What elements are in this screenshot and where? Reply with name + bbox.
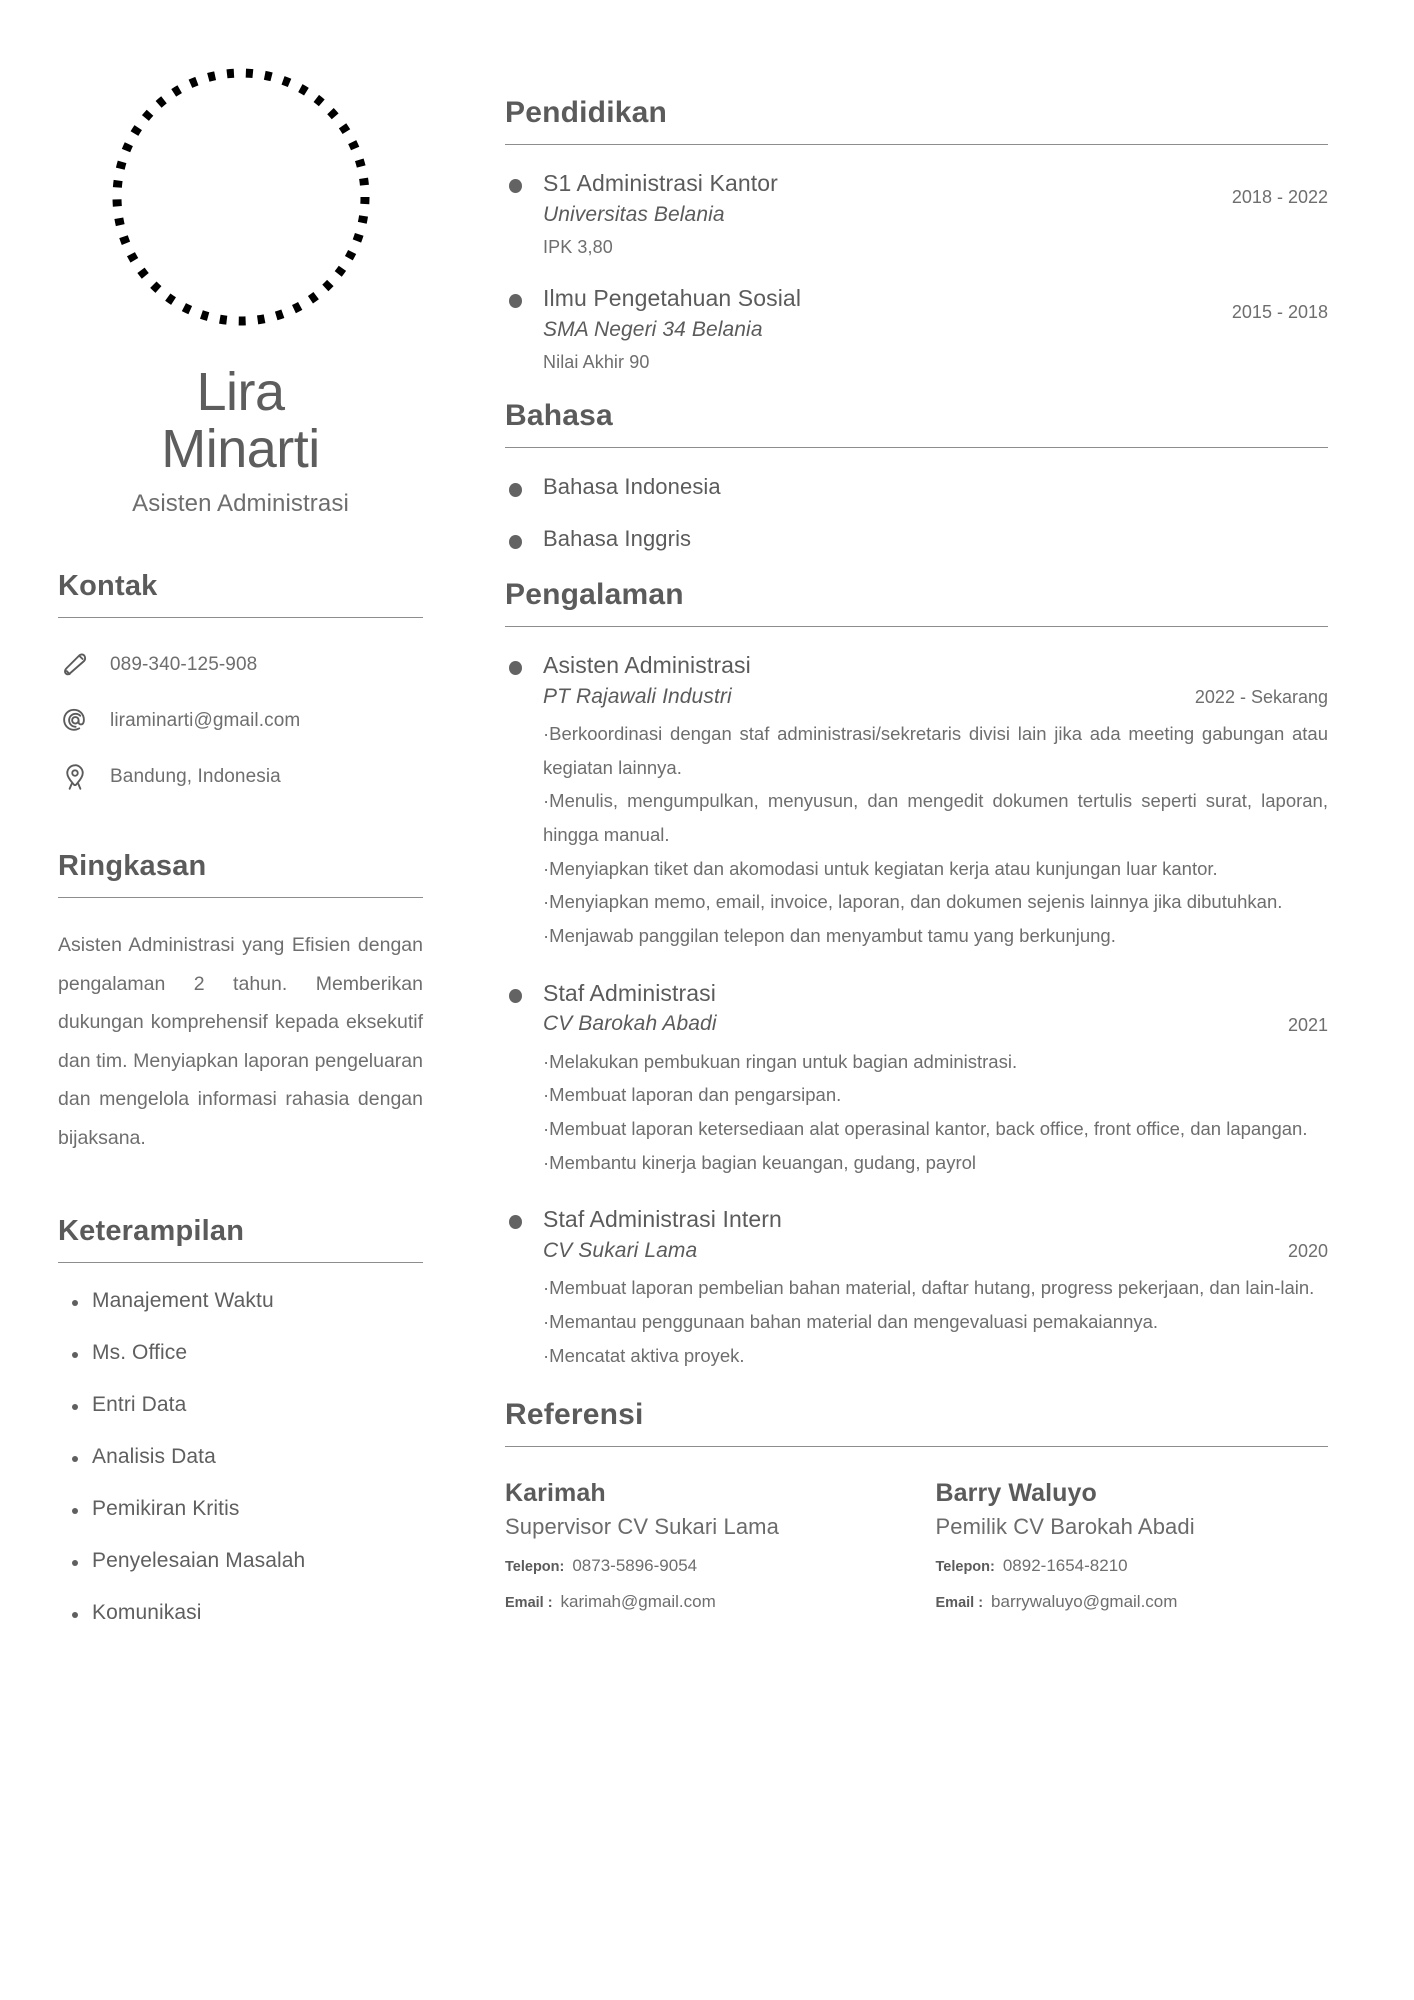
experience-entry (505, 979, 1328, 1180)
experience-entry-list (505, 651, 1328, 1372)
reference-email-value: barrywaluyo@gmail.com (991, 1592, 1178, 1612)
education-section (505, 96, 1328, 373)
education-degree: Ilmu Pengetahuan Sosial (543, 285, 802, 312)
experience-divider (505, 626, 1328, 627)
contact-item-location[interactable] (58, 760, 423, 794)
contact-section (58, 570, 423, 794)
skills-divider (58, 1262, 423, 1263)
bullet-item: · Membuat laporan pembelian bahan material, daftar hutang, progress pekerjaan, dan lain-lain. (543, 1271, 1328, 1305)
job-title: Asisten Administrasi (132, 490, 349, 518)
list-item: Bahasa Indonesia (505, 474, 1328, 500)
references-divider (505, 1446, 1328, 1447)
experience-entry (505, 1205, 1328, 1372)
education-date: 2015 - 2018 (1231, 302, 1328, 323)
education-school: Universitas Belania (543, 202, 725, 226)
reference-email-label: Email : (935, 1595, 984, 1612)
bullet-item: · Menjawab panggilan telepon dan menyambut tamu yang berkunjung. (543, 919, 1328, 953)
languages-list (505, 474, 1328, 552)
list-item: Penyelesaian Masalah (58, 1549, 423, 1573)
education-entry (505, 169, 1328, 258)
experience-role: Staf Administrasi Intern (543, 1206, 782, 1233)
bullet-item: · Mencatat aktiva proyek. (543, 1339, 1328, 1373)
bullet-item: · Menyiapkan memo, email, invoice, laporan, dan dokumen sejenis lainnya jika dibutuhkan. (543, 885, 1328, 919)
education-degree: S1 Administrasi Kantor (543, 170, 778, 196)
list-item: Analisis Data (58, 1445, 423, 1469)
experience-company: CV Barokah Abadi (543, 1012, 717, 1036)
reference-phone-value: 0873-5896-9054 (572, 1556, 698, 1576)
reference-role: Supervisor CV Sukari Lama (505, 1514, 779, 1540)
reference-card (505, 1479, 898, 1612)
experience-date: 2022 - Sekarang (1194, 687, 1328, 708)
list-item: Bahasa Inggris (505, 526, 1328, 552)
experience-company: PT Rajawali Industri (543, 684, 732, 708)
name-block (58, 364, 423, 518)
reference-role: Pemilik CV Barokah Abadi (935, 1514, 1195, 1540)
education-entry-head (543, 169, 1328, 228)
reference-phone-line (505, 1556, 898, 1576)
experience-entry-head (543, 651, 1328, 710)
education-date: 2018 - 2022 (1231, 187, 1328, 208)
bullet-item: · Melakukan pembukuan ringan untuk bagian administrasi. (543, 1045, 1328, 1079)
education-heading: Pendidikan (505, 96, 668, 129)
reference-phone-label: Telepon: (935, 1559, 995, 1576)
reference-email-value: karimah@gmail.com (560, 1592, 716, 1612)
skills-section (58, 1215, 423, 1625)
bullet-item: · Menulis, mengumpulkan, menyusun, dan mengedit dokumen tertulis seperti surat, laporan, hingga manual. (543, 784, 1328, 851)
list-item: Manajement Waktu (58, 1289, 423, 1313)
reference-name: Karimah (505, 1479, 606, 1508)
phone-icon (58, 648, 92, 682)
experience-bullets (543, 1271, 1328, 1372)
summary-heading: Ringkasan (58, 850, 207, 883)
reference-email-line (936, 1592, 1329, 1612)
education-note: IPK 3,80 (543, 237, 613, 258)
languages-heading: Bahasa (505, 399, 613, 433)
contact-phone-value: 089-340-125-908 (110, 654, 258, 676)
experience-bullets (543, 1045, 1328, 1180)
education-entry-list (505, 169, 1328, 373)
reference-phone-value: 0892-1654-8210 (1002, 1556, 1128, 1576)
contact-list (58, 648, 423, 794)
contact-item-email[interactable] (58, 704, 423, 738)
experience-entry-titles (543, 1205, 1270, 1264)
reference-name: Barry Waluyo (935, 1479, 1097, 1508)
reference-phone-line (936, 1556, 1329, 1576)
skills-list (58, 1289, 423, 1625)
reference-email-label: Email : (505, 1595, 553, 1612)
last-name: Minarti (161, 419, 320, 480)
summary-divider (58, 897, 423, 898)
experience-bullets (543, 717, 1328, 953)
summary-text: Asisten Administrasi yang Efisien dengan pengalaman 2 tahun. Memberikan dukungan komprehensif kepada eksekutif dan tim. Menyiapkan laporan pengeluaran dan mengelola informasi rahasia dengan bijaksana. (58, 934, 423, 1149)
education-entry-titles (543, 169, 1214, 228)
left-column (0, 0, 483, 2000)
dotted-circle-photo-frame (110, 66, 372, 328)
education-note: Nilai Akhir 90 (543, 352, 650, 373)
bullet-item: · Menyiapkan tiket dan akomodasi untuk kegiatan kerja atau kunjungan luar kantor. (543, 852, 1328, 886)
reference-email-line (505, 1592, 898, 1612)
education-school: SMA Negeri 34 Belania (543, 317, 763, 341)
languages-divider (505, 447, 1328, 448)
list-item: Ms. Office (58, 1341, 423, 1365)
reference-card (936, 1479, 1329, 1612)
experience-entry-head (543, 979, 1328, 1038)
contact-email-value: liraminarti@gmail.com (110, 710, 301, 732)
summary-section (58, 850, 423, 1156)
contact-heading: Kontak (58, 570, 158, 603)
first-name: Lira (196, 362, 285, 422)
list-item: Komunikasi (58, 1601, 423, 1625)
contact-location-value: Bandung, Indonesia (110, 766, 281, 788)
skills-heading: Keterampilan (58, 1214, 245, 1247)
reference-phone-label: Telepon: (505, 1559, 565, 1576)
experience-entry-titles (543, 651, 1177, 710)
education-entry-titles (543, 284, 1214, 343)
list-item: Pemikiran Kritis (58, 1497, 423, 1521)
contact-divider (58, 617, 423, 618)
experience-date: 2020 (1287, 1241, 1328, 1262)
location-pin-icon (58, 760, 92, 794)
experience-role: Asisten Administrasi (543, 652, 751, 679)
right-column (483, 0, 1414, 2000)
experience-entry-titles (543, 979, 1270, 1038)
bullet-item: · Berkoordinasi dengan staf administrasi/sekretaris divisi lain jika ada meeting gabungan atau kegiatan lainnya. (543, 717, 1328, 784)
contact-item-phone[interactable] (58, 648, 423, 682)
experience-company: CV Sukari Lama (543, 1239, 698, 1263)
experience-heading: Pengalaman (505, 578, 684, 612)
photo-placeholder (58, 58, 423, 328)
experience-role: Staf Administrasi (543, 979, 716, 1006)
bullet-item: · Memantau penggunaan bahan material dan mengevaluasi pemakaiannya. (543, 1305, 1328, 1339)
references-heading: Referensi (505, 1398, 644, 1432)
education-entry-head (543, 284, 1328, 343)
experience-date: 2021 (1287, 1014, 1328, 1035)
experience-section (505, 578, 1328, 1372)
bullet-item: · Membantu kinerja bagian keuangan, gudang, payrol (543, 1146, 1328, 1180)
bullet-item: · Membuat laporan dan pengarsipan. (543, 1078, 1328, 1112)
references-section (505, 1398, 1328, 1612)
references-grid (505, 1479, 1328, 1612)
email-icon (58, 704, 92, 738)
education-divider (505, 144, 1328, 145)
bullet-item: · Membuat laporan ketersediaan alat operasinal kantor, back office, front office, dan lapangan. (543, 1112, 1328, 1146)
languages-section (505, 399, 1328, 552)
experience-entry-head (543, 1205, 1328, 1264)
experience-entry (505, 651, 1328, 953)
list-item: Entri Data (58, 1393, 423, 1417)
education-entry (505, 284, 1328, 373)
